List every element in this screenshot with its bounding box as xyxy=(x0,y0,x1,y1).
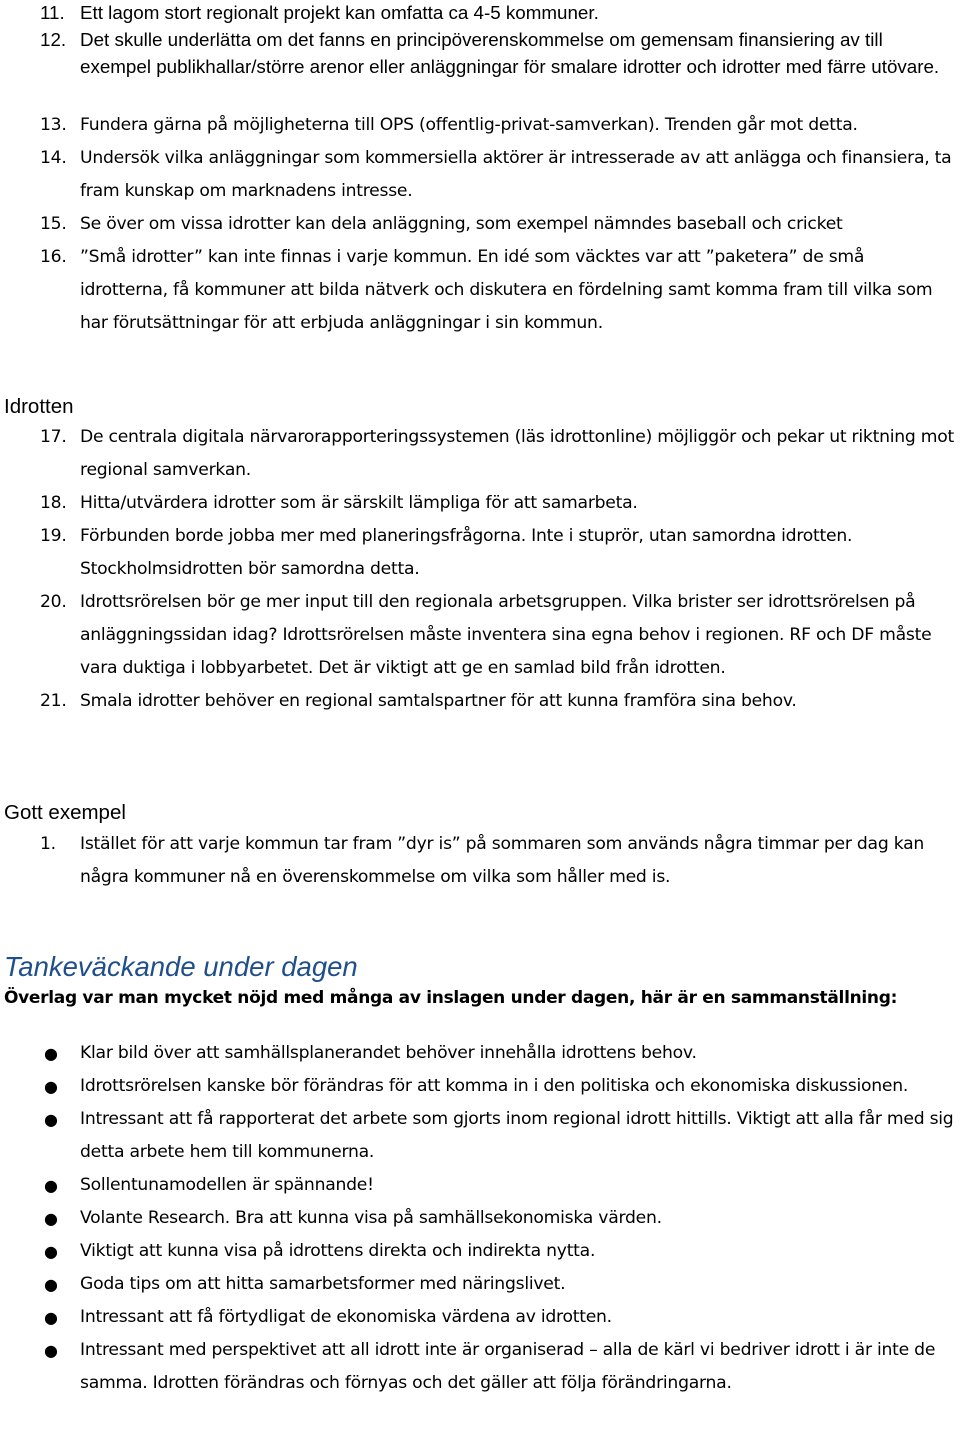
item-text: Fundera gärna på möjligheterna till OPS (offentlig-privat-samverkan). Trenden går mot detta. xyxy=(80,115,858,135)
item-text: De centrala digitala närvarorapporteringssystemen (läs idrottonline) möjliggör och pekar ut riktning mot regional samverkan. xyxy=(80,427,955,480)
item-number: 16. xyxy=(40,247,67,267)
list-item xyxy=(0,487,960,520)
section-subheading: Överlag var man mycket nöjd med många av inslagen under dagen, här är en sammanställning: xyxy=(4,988,898,1008)
item-text: Förbunden borde jobba mer med planeringsfrågorna. Inte i stuprör, utan samordna idrotten. Stockholmsidrotten bör samordna detta. xyxy=(80,526,853,579)
bullet-item xyxy=(0,1103,960,1169)
list-item xyxy=(0,520,960,586)
item-text: Goda tips om att hitta samarbetsformer med näringslivet. xyxy=(80,1274,566,1294)
bullet-item xyxy=(0,1334,960,1400)
item-number: 21. xyxy=(40,691,67,711)
bullet-icon: ● xyxy=(44,1176,58,1195)
list-item xyxy=(0,586,960,685)
item-text: Smala idrotter behöver en regional samtalspartner för att kunna framföra sina behov. xyxy=(80,691,797,711)
bullet-item xyxy=(0,1037,960,1070)
bullet-icon: ● xyxy=(44,1242,58,1261)
list-item xyxy=(0,109,960,142)
list-item xyxy=(0,208,960,241)
tankevackande-bullets xyxy=(0,1037,960,1400)
item-text: Ett lagom stort regionalt projekt kan omfatta ca 4-5 kommuner. xyxy=(80,2,599,23)
item-text: Idrottsrörelsen kanske bör förändras för att komma in i den politiska och ekonomiska diskussionen. xyxy=(80,1076,909,1096)
idrotten-list xyxy=(0,421,960,718)
item-text: Klar bild över att samhällsplanerandet behöver innehålla idrottens behov. xyxy=(80,1043,697,1063)
bullet-icon: ● xyxy=(44,1209,58,1228)
bullet-icon: ● xyxy=(44,1341,58,1360)
bullet-item xyxy=(0,1235,960,1268)
item-text: Intressant med perspektivet att all idrott inte är organiserad – alla de kärl vi bedriver idrott i är inte de samma. Idrotten förändras och förnyas och det gäller att följa förändringarna. xyxy=(80,1340,936,1393)
item-text: Intressant att få förtydligat de ekonomiska värdena av idrotten. xyxy=(80,1307,612,1327)
list-item xyxy=(0,828,960,894)
list-a xyxy=(0,109,960,340)
section-heading-idrotten: Idrotten xyxy=(4,395,74,418)
item-text: Intressant att få rapporterat det arbete som gjorts inom regional idrott hittills. Viktigt att alla får med sig detta arbete hem till kommunerna. xyxy=(80,1109,954,1162)
item-number: 17. xyxy=(40,427,67,447)
item-text: Volante Research. Bra att kunna visa på samhällsekonomiska värden. xyxy=(80,1208,662,1228)
list-item xyxy=(0,241,960,340)
bullet-item xyxy=(0,1169,960,1202)
item-text: Sollentunamodellen är spännande! xyxy=(80,1175,374,1195)
list-item xyxy=(0,0,960,26)
item-text: Det skulle underlätta om det fanns en principöverenskommelse om gemensam finansiering av till exempel publikhallar/större arenor eller anläggningar för smalare idrotter och idrotter med färre utövare. xyxy=(80,29,940,77)
bullet-item xyxy=(0,1070,960,1103)
bullet-icon: ● xyxy=(44,1110,58,1129)
list-item xyxy=(0,142,960,208)
section-heading-tankevackande: Tankeväckande under dagen xyxy=(4,951,358,982)
item-text: Idrottsrörelsen bör ge mer input till den regionala arbetsgruppen. Vilka brister ser idrottsrörelsen på anläggningssidan idag? Idrottsrörelsen måste inventera sina egna behov i regionen. RF och DF måste vara duktiga i lobbyarbetet. Det är viktigt att ge en samlad bild från idrotten. xyxy=(80,592,932,678)
list-item xyxy=(0,421,960,487)
bullet-icon: ● xyxy=(44,1077,58,1096)
section-heading-gott-exempel: Gott exempel xyxy=(4,801,126,824)
item-number: 15. xyxy=(40,214,67,234)
item-number: 19. xyxy=(40,526,67,546)
bullet-icon: ● xyxy=(44,1275,58,1294)
item-number: 1. xyxy=(40,834,56,854)
item-text: Se över om vissa idrotter kan dela anläggning, som exempel nämndes baseball och cricket xyxy=(80,214,843,234)
bullet-item xyxy=(0,1268,960,1301)
item-text: Undersök vilka anläggningar som kommersiella aktörer är intresserade av att anlägga och finansiera, ta fram kunskap om marknadens intresse. xyxy=(80,148,952,201)
item-number: 11. xyxy=(40,2,65,23)
item-text: Viktigt att kunna visa på idrottens direkta och indirekta nytta. xyxy=(80,1241,596,1261)
item-number: 13. xyxy=(40,115,67,135)
top-list xyxy=(0,0,960,80)
bullet-item xyxy=(0,1301,960,1334)
bullet-icon: ● xyxy=(44,1044,58,1063)
item-text: Hitta/utvärdera idrotter som är särskilt lämpliga för att samarbeta. xyxy=(80,493,638,513)
item-number: 14. xyxy=(40,148,67,168)
list-item xyxy=(0,26,960,80)
bullet-item xyxy=(0,1202,960,1235)
bullet-icon: ● xyxy=(44,1308,58,1327)
item-number: 12. xyxy=(40,29,67,50)
list-item xyxy=(0,685,960,718)
gott-exempel-list xyxy=(0,828,960,894)
item-number: 18. xyxy=(40,493,67,513)
item-text: Istället för att varje kommun tar fram ”dyr is” på sommaren som används några timmar per dag kan några kommuner nå en överenskommelse om vilka som håller med is. xyxy=(80,834,925,887)
item-number: 20. xyxy=(40,592,67,612)
item-text: ”Små idrotter” kan inte finnas i varje kommun. En idé som väcktes var att ”paketera” de små idrotterna, få kommuner att bilda nätverk och diskutera en fördelning samt komma fram till vilka som har förutsättningar för att erbjuda anläggningar i sin kommun. xyxy=(80,247,933,333)
